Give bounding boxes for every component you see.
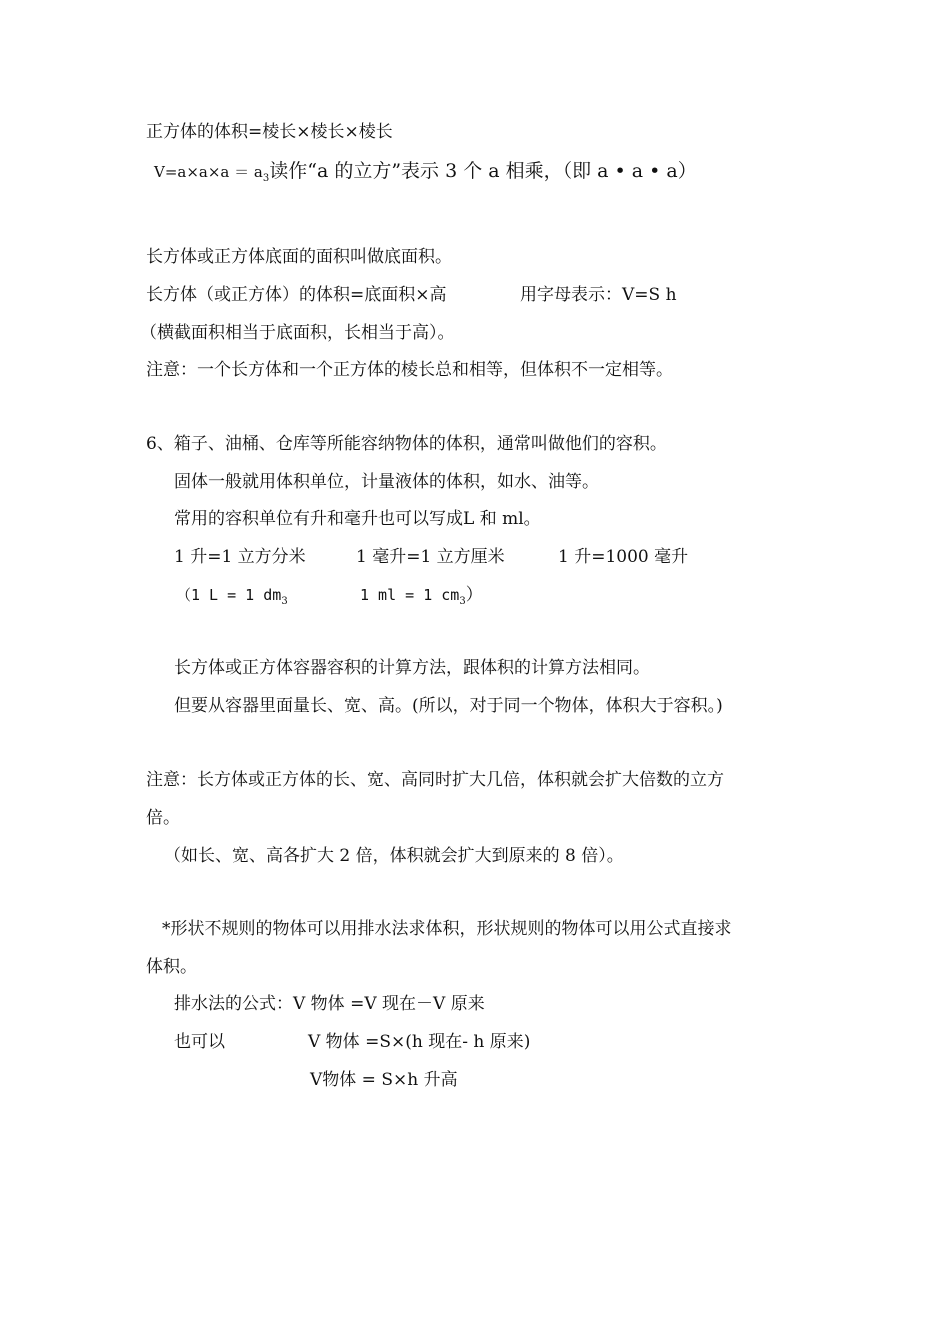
alternative-formula: V 物体 =S×(h 现在- h 原来): [308, 1032, 531, 1052]
container-inside-line: 但要从容器里面量长、宽、高。(所以，对于同一个物体，体积大于容积。): [174, 696, 723, 716]
note-enlarge-line1: 注意：长方体或正方体的长、宽、高同时扩大几倍，体积就会扩大倍数的立方: [146, 770, 724, 790]
volume-base-line: [146, 284, 677, 306]
cube-formula-expr: V=a×a×a ＝ a: [154, 163, 263, 181]
symbol-conversion-l-exponent: 3: [281, 596, 288, 607]
symbol-conversions-line: [176, 584, 483, 609]
conversion-milliliter: 1 毫升=1 立方厘米: [356, 547, 505, 567]
note-enlarge-line2: 倍。: [146, 808, 180, 828]
volume-base-formula: 长方体（或正方体）的体积=底面积×高: [146, 285, 447, 305]
capacity-units-line: 常用的容积单位有升和毫升也可以写成L 和 ml。: [174, 509, 541, 529]
note-enlarge-example: （如长、宽、高各扩大 2 倍，体积就会扩大到原来的 8 倍）。: [164, 846, 624, 866]
volume-letter-formula: 用字母表示：V=S h: [520, 285, 677, 305]
symbol-conversion-l: （1 L = 1 dm: [176, 586, 282, 604]
capacity-definition: 6、箱子、油桶、仓库等所能容纳物体的体积，通常叫做他们的容积。: [146, 434, 667, 454]
irregular-line1: *形状不规则的物体可以用排水法求体积，形状规则的物体可以用公式直接求: [162, 919, 732, 939]
conversion-liter: 1 升=1 立方分米: [174, 547, 306, 567]
solid-units-line: 固体一般就用体积单位，计量液体的体积，如水、油等。: [174, 472, 599, 492]
rise-formula: V物体 = S×h 升高: [310, 1070, 458, 1090]
container-method-line: 长方体或正方体容器容积的计算方法，跟体积的计算方法相同。: [174, 658, 650, 678]
also-label: 也可以: [174, 1032, 225, 1052]
symbol-conversion-ml: 1 ml = 1 cm: [360, 586, 460, 604]
cube-formula-line: [154, 160, 697, 186]
cube-volume-line: 正方体的体积=棱长×棱长×棱长: [146, 122, 393, 142]
base-area-definition: 长方体或正方体底面的面积叫做底面积。: [146, 247, 452, 267]
note-edge-sum: 注意：一个长方体和一个正方体的棱长总和相等，但体积不一定相等。: [146, 360, 673, 380]
symbol-conversion-ml-exponent: 3: [459, 596, 466, 607]
unit-conversions-line: [174, 546, 689, 568]
cube-formula-text: 读作“a 的立方”表示 3 个 a 相乘，（即 a • a • a）: [269, 160, 697, 182]
cross-section-note: （横截面积相当于底面积，长相当于高）。: [140, 323, 455, 343]
symbol-conversion-ml-group: [360, 584, 483, 609]
conversion-liter-milliliter: 1 升=1000 毫升: [558, 547, 689, 567]
irregular-line2: 体积。: [146, 957, 197, 977]
displacement-formula: 排水法的公式：V 物体 =V 现在－V 原来: [174, 994, 485, 1014]
symbol-conversion-close: ）: [465, 585, 483, 605]
cube-formula-exponent: 3: [262, 173, 270, 184]
alternative-formula-line: [174, 1031, 531, 1053]
